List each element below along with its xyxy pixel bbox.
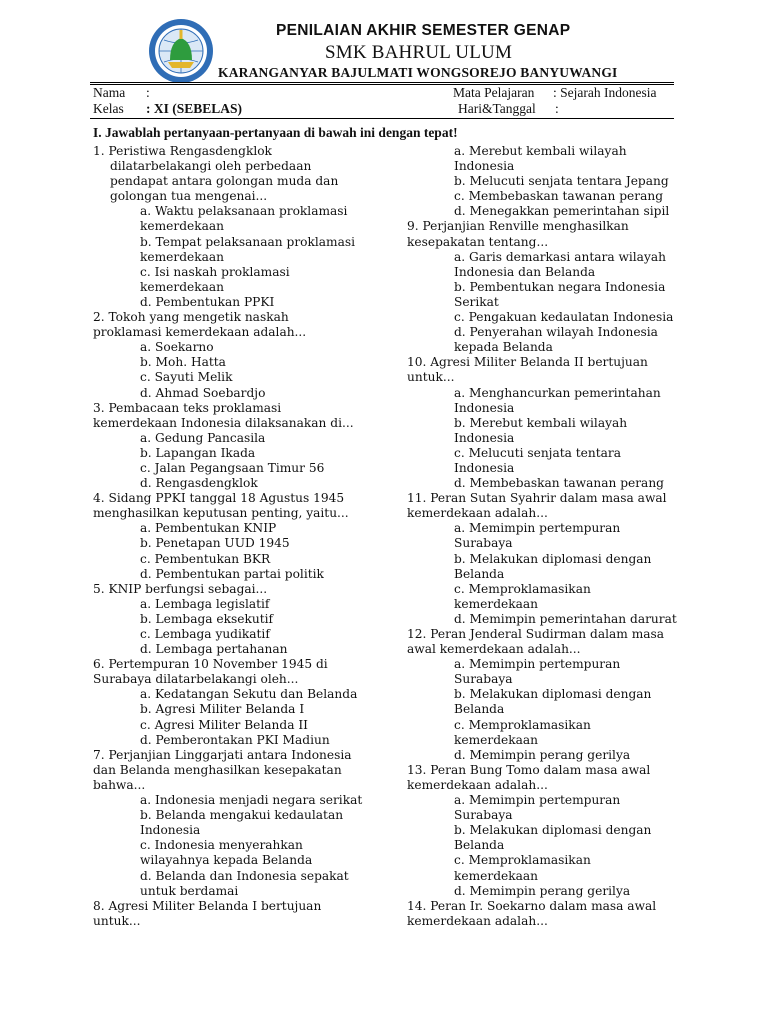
question-stem-continued: menghasilkan keputusan penting, yaitu... (93, 506, 349, 521)
school-address: KARANGANYAR BAJULMATI WONGSOREJO BANYUWANGI (218, 65, 618, 80)
question-stem: 3. Pembacaan teks proklamasi (93, 400, 282, 415)
info-divider (90, 118, 674, 119)
answer-option: b. Moh. Hatta (140, 355, 226, 370)
answer-option-continued: kemerdekaan (454, 868, 538, 883)
question-stem-continued: dilatarbelakangi oleh perbedaan (110, 159, 312, 174)
subject-value: : Sejarah Indonesia (553, 85, 657, 100)
answer-option: c. Indonesia menyerahkan (140, 838, 303, 853)
answer-option: d. Pembentukan partai politik (140, 566, 324, 581)
answer-option: a. Soekarno (140, 340, 214, 355)
question-stem: 7. Perjanjian Linggarjati antara Indonesia (93, 747, 352, 762)
answer-option-continued: Indonesia (454, 159, 515, 174)
question-stem: 9. Perjanjian Renville menghasilkan (407, 219, 629, 234)
question-stem-continued: kemerdekaan adalah... (407, 913, 548, 928)
answer-option: a. Kedatangan Sekutu dan Belanda (140, 687, 358, 702)
answer-option: a. Indonesia menjadi negara serikat (140, 793, 363, 808)
question-stem: 8. Agresi Militer Belanda I bertujuan (93, 898, 322, 913)
question-stem-continued: kemerdekaan adalah... (407, 506, 548, 521)
answer-option: b. Lembaga eksekutif (140, 611, 274, 626)
answer-option: b. Melakukan diplomasi dengan (454, 687, 652, 702)
answer-option: b. Belanda mengakui kedaulatan (140, 808, 344, 823)
question-stem-continued: untuk... (93, 913, 141, 928)
answer-option: c. Agresi Militer Belanda II (140, 717, 308, 732)
question-stem-continued: proklamasi kemerdekaan adalah... (93, 325, 307, 340)
answer-option: c. Memproklamasikan (454, 717, 591, 732)
answer-option: a. Lembaga legislatif (140, 596, 270, 611)
answer-option-continued: untuk berdamai (140, 883, 239, 898)
answer-option: c. Membebaskan tawanan perang (454, 189, 663, 204)
answer-option: c. Jalan Pegangsaan Timur 56 (140, 460, 325, 475)
question-stem: 6. Pertempuran 10 November 1945 di (93, 657, 328, 672)
question-stem: 13. Peran Bung Tomo dalam masa awal (407, 762, 651, 777)
answer-option-continued: wilayahnya kepada Belanda (140, 853, 313, 868)
section-instructions: I. Jawablah pertanyaan-pertanyaan di bawah ini dengan tepat! (93, 125, 458, 140)
answer-option: b. Melakukan diplomasi dengan (454, 823, 652, 838)
answer-option: c. Sayuti Melik (140, 370, 233, 385)
question-stem: 14. Peran Ir. Soekarno dalam masa awal (407, 898, 657, 913)
answer-option: c. Melucuti senjata tentara (454, 445, 621, 460)
answer-option: c. Isi naskah proklamasi (140, 264, 290, 279)
answer-option: d. Pemberontakan PKI Madiun (140, 732, 330, 747)
question-stem: 5. KNIP berfungsi sebagai... (93, 581, 268, 596)
answer-option-continued: kemerdekaan (140, 249, 224, 264)
questions-column-right (407, 144, 682, 929)
question-stem: 12. Peran Jenderal Sudirman dalam masa (407, 627, 665, 641)
answer-option-continued: Belanda (454, 702, 505, 717)
question-stem: 2. Tokoh yang mengetik naskah (93, 310, 289, 325)
answer-option: b. Agresi Militer Belanda I (140, 702, 305, 717)
answer-option: d. Memimpin pemerintahan darurat (454, 611, 677, 626)
answer-option-continued: kemerdekaan (454, 596, 538, 611)
exam-title: PENILAIAN AKHIR SEMESTER GENAP (276, 22, 571, 39)
question-stem-continued: dan Belanda menghasilkan kesepakatan (93, 762, 342, 777)
answer-option: a. Pembentukan KNIP (140, 521, 277, 536)
answer-option-continued: Indonesia (454, 430, 515, 445)
answer-option-continued: Indonesia (454, 400, 515, 415)
questions-column-left (93, 144, 393, 929)
answer-option: a. Gedung Pancasila (140, 430, 266, 445)
answer-option-continued: Belanda (454, 838, 505, 853)
answer-option-continued: Indonesia (140, 823, 201, 838)
day-date-value: : (555, 101, 559, 116)
answer-option: d. Memimpin perang gerilya (454, 883, 631, 898)
name-value: : (146, 85, 150, 100)
school-name: SMK BAHRUL ULUM (325, 42, 513, 63)
answer-option-continued: Indonesia dan Belanda (454, 264, 596, 279)
answer-option: d. Ahmad Soebardjo (140, 385, 266, 400)
question-stem: 4. Sidang PPKI tanggal 18 Agustus 1945 (93, 491, 345, 506)
answer-option: d. Lembaga pertahanan (140, 642, 288, 657)
answer-option: d. Pembentukan PPKI (140, 294, 275, 309)
question-stem-continued: kesepakatan tentang... (407, 234, 549, 249)
answer-option-continued: Belanda (454, 566, 505, 581)
answer-option: a. Menghancurkan pemerintahan (454, 385, 661, 400)
question-stem-continued: golongan tua mengenai... (110, 189, 268, 204)
answer-option: d. Membebaskan tawanan perang (454, 476, 664, 491)
answer-option-continued: Surabaya (454, 672, 513, 687)
answer-option: b. Melucuti senjata tentara Jepang (454, 174, 669, 189)
answer-option-continued: Serikat (454, 294, 499, 309)
name-label: Nama (93, 85, 126, 100)
answer-option: c. Pembentukan BKR (140, 551, 271, 566)
answer-option: d. Belanda dan Indonesia sepakat (140, 868, 349, 883)
answer-option-continued: kemerdekaan (140, 279, 224, 294)
school-crest-icon (146, 16, 216, 86)
answer-option: a. Memimpin pertempuran (454, 657, 621, 672)
answer-option: d. Penyerahan wilayah Indonesia (454, 325, 658, 340)
answer-option: a. Garis demarkasi antara wilayah (454, 249, 666, 264)
answer-option: d. Memimpin perang gerilya (454, 747, 631, 762)
question-stem-continued: untuk... (407, 370, 455, 385)
class-label: Kelas (93, 101, 124, 116)
answer-option-continued: Surabaya (454, 536, 513, 551)
answer-option: c. Lembaga yudikatif (140, 627, 270, 641)
answer-option-continued: kepada Belanda (454, 340, 553, 355)
answer-option: c. Pengakuan kedaulatan Indonesia (454, 310, 674, 325)
answer-option: a. Waktu pelaksanaan proklamasi (140, 204, 348, 219)
question-stem-continued: bahwa... (93, 777, 146, 792)
question-stem-continued: awal kemerdekaan adalah... (407, 642, 581, 657)
answer-option: b. Melakukan diplomasi dengan (454, 551, 652, 566)
answer-option: c. Memproklamasikan (454, 853, 591, 868)
answer-option: c. Memproklamasikan (454, 581, 591, 596)
answer-option: a. Memimpin pertempuran (454, 521, 621, 536)
question-stem: 10. Agresi Militer Belanda II bertujuan (407, 355, 648, 370)
answer-option: b. Lapangan Ikada (140, 445, 256, 460)
question-stem: 1. Peristiwa Rengasdengklok (93, 144, 272, 158)
answer-option: d. Rengasdengklok (140, 476, 258, 491)
question-stem-continued: kemerdekaan Indonesia dilaksanakan di... (93, 415, 354, 430)
question-stem-continued: kemerdekaan adalah... (407, 777, 548, 792)
answer-option-continued: kemerdekaan (454, 732, 538, 747)
answer-option: b. Tempat pelaksanaan proklamasi (140, 234, 356, 249)
subject-label: Mata Pelajaran (453, 85, 535, 100)
class-value: : XI (SEBELAS) (146, 101, 243, 116)
question-stem: 11. Peran Sutan Syahrir dalam masa awal (407, 491, 667, 506)
question-stem-continued: Surabaya dilatarbelakangi oleh... (93, 672, 299, 687)
answer-option: d. Menegakkan pemerintahan sipil (454, 204, 670, 219)
answer-option: b. Merebut kembali wilayah (454, 415, 628, 430)
answer-option-continued: Surabaya (454, 808, 513, 823)
answer-option: b. Penetapan UUD 1945 (140, 536, 290, 551)
day-date-label: Hari&Tanggal (458, 101, 536, 116)
exam-header (90, 14, 680, 84)
answer-option: a. Memimpin pertempuran (454, 793, 621, 808)
answer-option-continued: Indonesia (454, 460, 515, 475)
question-stem-continued: pendapat antara golongan muda dan (110, 174, 339, 189)
answer-option-continued: kemerdekaan (140, 219, 224, 234)
answer-option: b. Pembentukan negara Indonesia (454, 279, 666, 294)
header-divider-top (90, 82, 674, 83)
answer-option: a. Merebut kembali wilayah (454, 144, 627, 158)
